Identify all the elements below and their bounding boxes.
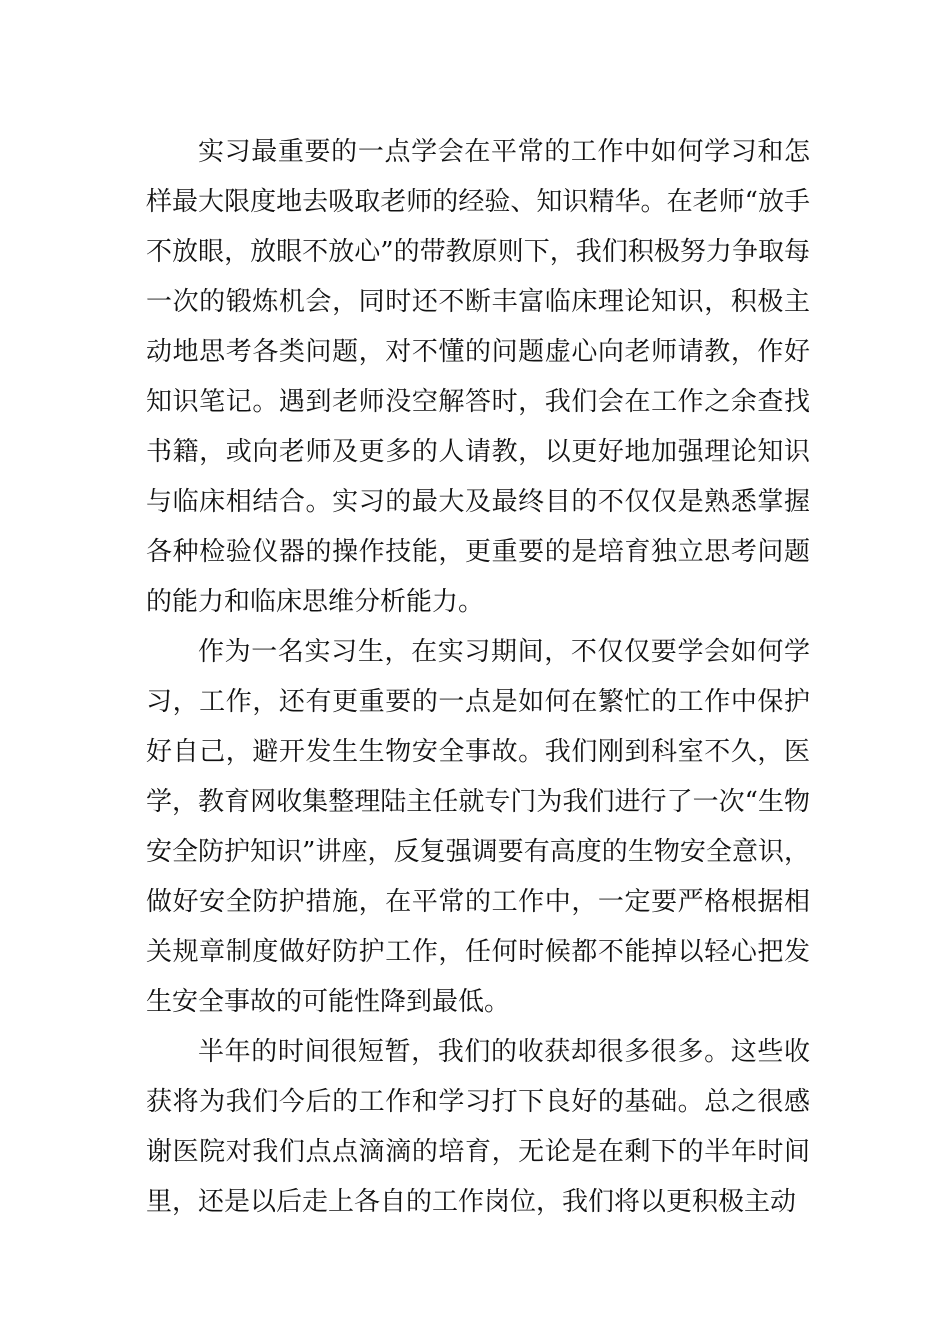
document-body [146, 127, 810, 1227]
paragraph-internship-learning: 实习最重要的一点学会在平常的工作中如何学习和怎样最大限度地去吸取老师的经验、知识精华。在老师“放手不放眼，放眼不放心”的带教原则下，我们积极努力争取每一次的锻炼机会，同时还不断丰富临床理论知识，积极主动地思考各类问题，对不懂的问题虚心向老师请教，作好知识笔记。遇到老师没空解答时，我们会在工作之余查找书籍，或向老师及更多的人请教，以更好地加强理论知识与临床相结合。实习的最大及最终目的不仅仅是熟悉掌握各种检验仪器的操作技能，更重要的是培育独立思考问题的能力和临床思维分析能力。 [146, 137, 810, 617]
paragraph-biosafety: 作为一名实习生，在实习期间，不仅仅要学会如何学习，工作，还有更重要的一点是如何在繁忙的工作中保护好自己，避开发生生物安全事故。我们刚到科室不久，医学，教育网收集整理陆主任就专门为我们进行了一次“生物安全防护知识”讲座，反复强调要有高度的生物安全意识，做好安全防护措施，在平常的工作中，一定要严格根据相关规章制度做好防护工作，任何时候都不能掉以轻心把发生安全事故的可能性降到最低。 [146, 637, 810, 1017]
paragraph-summary: 半年的时间很短暂，我们的收获却很多很多。这些收获将为我们今后的工作和学习打下良好的基础。总之很感谢医院对我们点点滴滴的培育，无论是在剩下的半年时间里，还是以后走上各自的工作岗位，我们将以更积极主动 [146, 1037, 810, 1217]
